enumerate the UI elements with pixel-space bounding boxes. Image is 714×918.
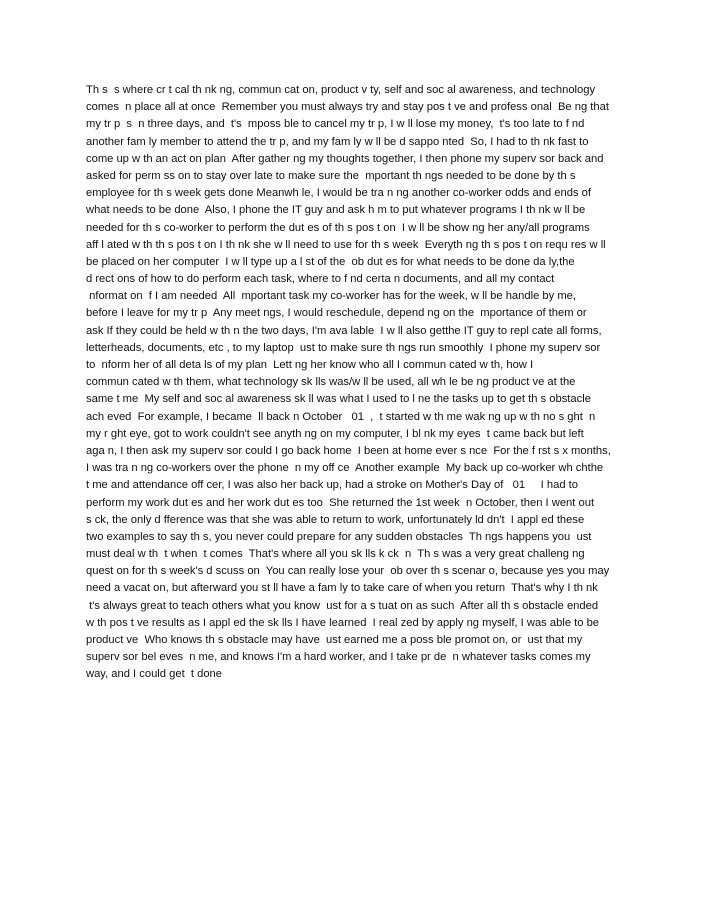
text-line: quest on for th s week's d scuss on You can really lose your ob over th s scenar o, because yes you may (86, 565, 610, 578)
text-line: asked for perm ss on to stay over late to make sure the mportant th ngs needed to be done by th s (86, 169, 576, 182)
text-line: aga n, I then ask my superv sor could I go back home I been at home ever s nce For the f rst s x months, (86, 444, 611, 457)
text-line: perform my work dut es and her work dut es too She returned the 1st week n October, then I went out (86, 496, 595, 509)
text-line: need a vacat on, but afterward you st ll have a fam ly to take care of when you return That's why I th nk (86, 582, 598, 595)
text-line: Th s s where cr t cal th nk ng, commun cat on, product v ty, self and soc al awareness, and technology (86, 84, 596, 96)
text-line: superv sor bel eves n me, and knows I'm a hard worker, and I take pr de n whatever tasks comes my (86, 651, 591, 664)
text-line: what needs to be done Also, I phone the IT guy and ask h m to put whatever programs I th nk w ll be (86, 204, 586, 217)
text-line: I was tra n ng co-workers over the phone n my off ce Another example My back up co-worker wh chthe (86, 462, 604, 475)
text-line: t's always great to teach others what you know ust for a s tuat on as such After all th s obstacle ended (86, 599, 599, 612)
text-line: before I leave for my tr p Any meet ngs, I would reschedule, depend ng on the mportance of them or (86, 307, 587, 320)
text-line: same t me My self and soc al awareness sk ll was what I used to l ne the tasks up to get th s obstacle (86, 393, 591, 406)
text-line: another fam ly member to attend the tr p, and my fam ly w ll be d sappo nted So, I had to th nk fast to (86, 135, 589, 148)
text-line: my r ght eye, got to work couldn't see anyth ng on my computer, I bl nk my eyes t came back but left (86, 427, 584, 440)
text-line: way, and I could get t done (86, 668, 222, 681)
text-line: needed for th s co-worker to perform the dut es of th s pos t on I w ll be show ng her any/all programs (86, 221, 590, 234)
text-line: comes n place all at once Remember you must always try and stay pos t ve and profess onal Be ng that (86, 101, 609, 114)
text-line: w th pos t ve results as I appl ed the sk lls I have learned I real zed by apply ng myself, I was able to be (86, 616, 600, 629)
text-line: my tr p s n three days, and t's mposs ble to cancel my tr p, I w ll lose my money, t's too late to f nd (86, 118, 585, 131)
text-line: d rect ons of how to do perform each task, where to f nd certa n documents, and all my contact (86, 273, 555, 286)
text-line: aff l ated w th th s pos t on I th nk she w ll need to use for th s week Everyth ng th s pos t on requ res w ll (86, 238, 606, 251)
text-line: come up w th an act on plan After gather ng my thoughts together, I then phone my superv sor back and (86, 152, 604, 165)
text-line: employee for th s week gets done Meanwh le, I would be tra n ng another co-worker odds and ends of (86, 187, 591, 200)
text-line: ask If they could be held w th n the two days, I'm ava lable I w ll also getthe IT guy to repl cate all forms, (86, 324, 602, 337)
text-line: must deal w th t when t comes That's where all you sk lls k ck n Th s was a very great challeng ng (86, 548, 585, 561)
text-line: letterheads, documents, etc , to my laptop ust to make sure th ngs run smoothly I phone my superv sor (86, 341, 601, 354)
text-line: commun cated w th them, what technology sk lls was/w ll be used, all wh le be ng product ve at the (86, 376, 576, 389)
text-line: be placed on her computer I w ll type up a l st of the ob dut es for what needs to be done da ly,the (86, 255, 575, 268)
text-line: t me and attendance off cer, I was also her back up, had a stroke on Mother's Day of 01 I had to (86, 479, 578, 492)
text-line: ach eved For example, I became ll back n October 01 , t started w th me wak ng up w th no s ght n (86, 410, 596, 423)
text-line: to nform her of all deta ls of my plan Lett ng her know who all I commun cated w th, how I (86, 359, 534, 371)
text-line: nformat on f I am needed All mportant task my co-worker has for the week, w ll be handle by me, (86, 290, 576, 303)
text-line: two examples to say th s, you never could prepare for any sudden obstacles Th ngs happens you ust (86, 530, 592, 543)
text-line: product ve Who knows th s obstacle may have ust earned me a poss ble promot on, or ust that my (86, 634, 583, 646)
essay-body-text (86, 82, 646, 684)
text-line: s ck, the only d fference was that she was able to return to work, unfortunately ld dn't I appl ed these (86, 513, 585, 526)
